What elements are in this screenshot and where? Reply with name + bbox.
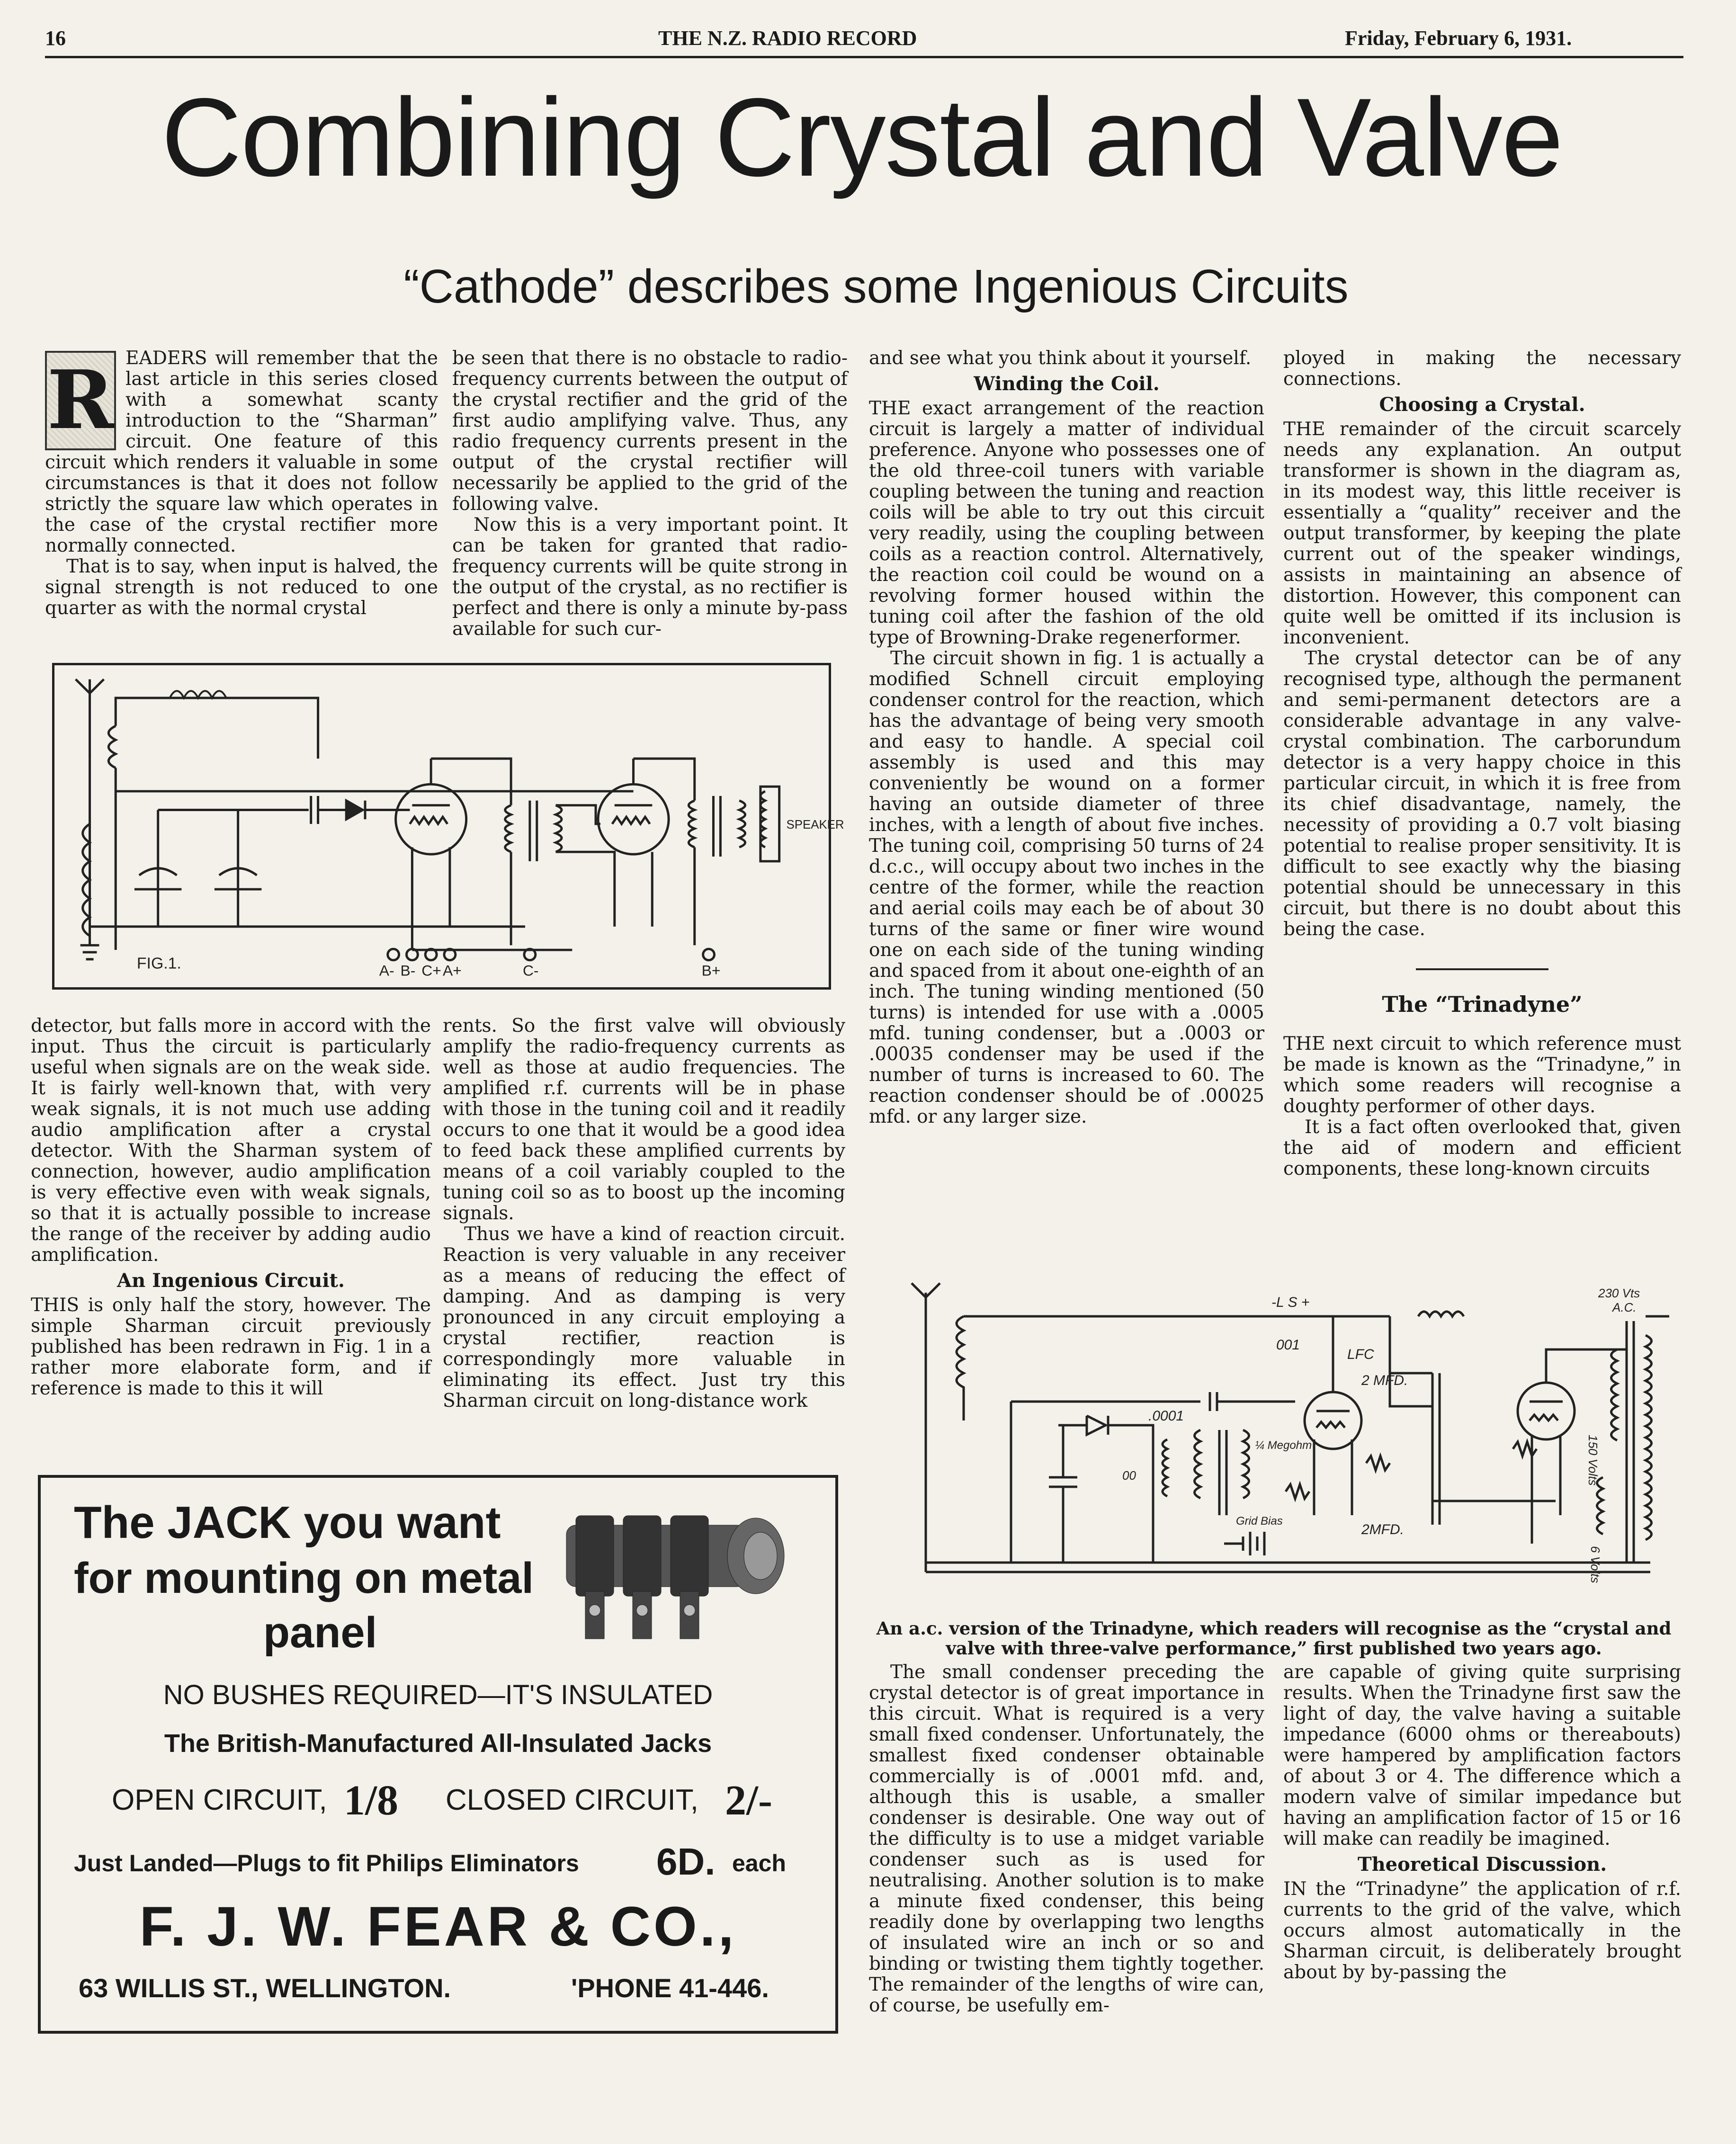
section-heading: Choosing a Crystal. bbox=[1379, 393, 1585, 416]
fig2-label: LFC bbox=[1347, 1347, 1374, 1362]
figure-2-caption: An a.c. version of the Trinadyne, which readers will recognise as the “crystal and valve with three-valve performance,” first published two years ago. bbox=[876, 1618, 1672, 1659]
figure-2-circuit-diagram bbox=[869, 1278, 1679, 1615]
section-heading: Theoretical Discussion. bbox=[1357, 1853, 1607, 1876]
aerial-icon bbox=[912, 1283, 940, 1572]
column-4 bbox=[1283, 348, 1681, 1179]
ad-plugs-line bbox=[41, 1840, 835, 1883]
ad-text: NO BUSHES REQUIRED—IT'S INSULATED bbox=[163, 1679, 713, 1710]
fig2-label: -L S + bbox=[1271, 1295, 1310, 1310]
ad-text: each bbox=[732, 1850, 786, 1876]
figure-1-label: FIG.1. bbox=[136, 955, 181, 973]
ad-phone: 'PHONE 41-446. bbox=[571, 1973, 769, 2003]
drop-cap: R bbox=[45, 351, 116, 450]
fig2-label: 6 Volts bbox=[1588, 1546, 1602, 1583]
paragraph: rents. So the first valve will obviously amplify the radio-frequency currents as well as those at audio frequencies. The amplified r.f. currents will be in phase with those in the tuning coil and it readily occurs to one that it would be a good idea to feed back these amplified currents by means of a coil variably coupled to the tuning coil so as to boost up the incoming signals. bbox=[443, 1015, 845, 1224]
ad-price: 6D. bbox=[656, 1840, 716, 1883]
column-2-bottom bbox=[443, 1016, 845, 1411]
fig2-label: 2 MFD. bbox=[1361, 1373, 1408, 1388]
paragraph: be seen that there is no obstacle to radio-frequency currents between the output of the crystal rectifier and the grid of the first audio amplifying valve. Thus, any radio frequency currents present in the output of the crystal rectifier will necessarily be applied to the grid of the following valve. bbox=[452, 348, 848, 515]
fig2-label: A.C. bbox=[1612, 1300, 1637, 1314]
paragraph: It is a fact often overlooked that, given the aid of modern and efficient components, these long-known circuits bbox=[1283, 1117, 1681, 1179]
advertisement bbox=[38, 1475, 838, 2034]
terminal-label: A- bbox=[379, 962, 394, 979]
ad-text: The British-Manufactured All-Insulated Jacks bbox=[164, 1729, 712, 1758]
section-heading: The “Trinadyne” bbox=[1382, 992, 1583, 1017]
paragraph: The crystal detector can be of any recognised type, although the permanent and semi-permanent detectors are a considerable advantage in any valve-crystal combination. The carborundum detector is a very happy choice in this particular circuit, in which it is free from its chief disadvantage, namely, the necessity of providing a 0.7 volt biasing potential to realise proper sensitivity. It is difficult to see exactly why the biasing potential should be unnecessary in this circuit, but there is no doubt about this being the case. bbox=[1283, 648, 1681, 940]
paragraph: THE remainder of the circuit scarcely needs any explanation. An output transformer is shown in the diagram as, in its modest way, this little receiver is essentially a “quality” receiver and the output transformer, by keeping the plate current out of the speaker windings, assists in maintaining an absence of distortion. However, this component can quite well be omitted if its inclusion is inconvenient. bbox=[1283, 419, 1681, 648]
paragraph: THIS is only half the story, however. The simple Sharman circuit previously published has been redrawn in Fig. 1 in a rather more elaborate form, and if reference is made to this it will bbox=[31, 1295, 431, 1399]
figure-1-circuit-diagram bbox=[52, 663, 844, 990]
paragraph: Now this is a very important point. It can be taken for granted that radio-frequency currents will be quite strong in the output of the crystal, as no rectifier is perfect and there is only a minute by-pass available for such cur- bbox=[452, 514, 848, 640]
header-rule bbox=[45, 56, 1683, 58]
paragraph: and see what you think about it yourself. bbox=[869, 348, 1252, 369]
paragraph: detector, but falls more in accord with the input. Thus the circuit is particularly useful when signals are on the weak side. It is fairly well-known that, with very weak signals, it is not much use adding audio amplification after a crystal detector. With the Sharman system of connection, however, audio amplification is very effective even with weak signals, so that it is actually possible to increase the range of the receiver by adding audio amplification. bbox=[31, 1015, 431, 1266]
article-subtitle: “Cathode” describes some Ingenious Circuits bbox=[403, 260, 1349, 313]
ad-headline: The JACK you want bbox=[74, 1497, 501, 1548]
fig2-label: 150 Volts bbox=[1586, 1435, 1600, 1486]
ad-text: Just Landed—Plugs to fit Philips Eliminators bbox=[74, 1850, 579, 1876]
open-circuit-price: 1/8 bbox=[344, 1777, 399, 1824]
figure-1-svg bbox=[54, 665, 844, 987]
column-1-bottom bbox=[31, 1016, 431, 1399]
closed-circuit-price: 2/- bbox=[725, 1777, 772, 1824]
ad-headline: for mounting on metal bbox=[74, 1554, 534, 1602]
terminal-label: C+ bbox=[421, 962, 441, 979]
column-1-top bbox=[45, 348, 438, 619]
paragraph: THE next circuit to which reference must be made is known as the “Trinadyne,” in which some readers will recognise a doughty performer of other days. bbox=[1283, 1033, 1681, 1117]
ad-contact bbox=[41, 1973, 835, 2010]
ad-address: 63 WILLIS ST., WELLINGTON. bbox=[79, 1973, 451, 2003]
publication-name: THE N.Z. RADIO RECORD bbox=[658, 27, 917, 50]
terminal-label: C- bbox=[522, 962, 539, 979]
paragraph: That is to say, when input is halved, the signal strength is not reduced to one quarter as with the normal crystal bbox=[45, 556, 438, 619]
column-4-bottom bbox=[1283, 1662, 1681, 1983]
aerial-icon bbox=[76, 679, 104, 759]
speaker-label: SPEAKER bbox=[786, 818, 844, 831]
fig2-label: Grid Bias bbox=[1236, 1515, 1283, 1528]
terminal-label: B+ bbox=[701, 962, 721, 979]
paragraph: ployed in making the necessary connections. bbox=[1283, 348, 1681, 390]
column-3 bbox=[869, 348, 1264, 1127]
paragraph: Thus we have a kind of reaction circuit. Reaction is very valuable in any receiver as a means of reducing the effect of damping. And as damping is very pronounced in any circuit employing a crystal rectifier, reaction is correspondingly more valuable in eliminating its effect. Just try this Sharman circuit on long-distance work bbox=[443, 1224, 845, 1411]
section-heading: An Ingenious Circuit. bbox=[117, 1269, 345, 1292]
paragraph: The circuit shown in fig. 1 is actually a modified Schnell circuit employing condenser control for the reaction, which has the advantage of being very smooth and easy to handle. A special coil assembly is used and this may conveniently be wound on a former having an outside diameter of three inches, with a length of about five inches. The tuning coil, comprising 50 turns of 24 d.c.c., will occupy about two inches in the centre of the former, while the reaction and aerial coils may each be of about 30 turns of the same or finer wire wound one on each side of the tuning winding and spaced from it about one-eighth of an inch. The tuning winding mentioned (50 turns) is intended for use with a .0005 mfd. tuning condenser, but a .0003 or .00035 condenser may be used if the number of turns is increased to 60. The reaction condenser should be of .00025 mfd. or any larger size. bbox=[869, 648, 1264, 1127]
fig2-label: .0001 bbox=[1148, 1408, 1184, 1424]
terminal-label: B- bbox=[400, 962, 416, 979]
open-circuit-label: OPEN CIRCUIT, bbox=[112, 1784, 327, 1816]
fig2-label: 00 bbox=[1122, 1468, 1136, 1483]
ad-headline: panel bbox=[263, 1608, 377, 1657]
paragraph: are capable of giving quite surprising results. When the Trinadyne first saw the light of day, the valve having a suitable impedance (6000 ohms or thereabouts) were hampered by amplification factors of about 3 or 4. The difference which a modern valve of similar impedance but having an amplification factor of 15 or 16 will make can readily be imagined. bbox=[1283, 1662, 1681, 1849]
ad-prices bbox=[41, 1774, 835, 1826]
fig2-label: ¼ Megohm bbox=[1255, 1439, 1312, 1452]
jack-image bbox=[557, 1497, 794, 1667]
ad-company: F. J. W. FEAR & CO., bbox=[139, 1895, 737, 1958]
paragraph: The small condenser preceding the crystal detector is of great importance in this circuit. What is required is a very small fixed condenser. Unfortunately, the smallest fixed condenser obtainable commercially is of .0001 mfd. and, although this is usable, a smaller condenser is desirable. One way out of the difficulty is to use a midget variable condenser such as is used for neutralising. Another solution is to make a minute fixed condenser, this being readily done by overlapping two lengths of insulated wire an inch or so and binding or twisting them tightly together. The remainder of the lengths of wire can, of course, be usefully em- bbox=[869, 1662, 1264, 2016]
section-heading: Winding the Coil. bbox=[974, 373, 1160, 395]
fig2-label: 001 bbox=[1276, 1337, 1300, 1353]
paragraph: THE exact arrangement of the reaction circuit is largely a matter of individual preference. Anyone who possesses one of the old three-coil tuners with variable coupling between the tuning and reaction coils will be able to try out this circuit very readily, using the coupling between coils as a reaction control. Alternatively, the reaction coil could be wound on a revolving former housed within the tuning coil after the fashion of the old type of Browning-Drake regenerformer. bbox=[869, 398, 1264, 648]
terminal-label: A+ bbox=[442, 962, 462, 979]
figure-2-svg bbox=[869, 1278, 1679, 1615]
paragraph: EADERS will remember that the last article in this series closed with a somewhat scanty introduction to the “Sharman” circuit. One feature of this circuit which renders it valuable in some circumstances is that it does not follow strictly the square law which operates in the case of the crystal rectifier more normally connected. bbox=[45, 348, 438, 556]
paragraph: IN the “Trinadyne” the application of r.f. currents to the grid of the valve, which occurs almost automatically in the Sharman circuit, is deliberately brought about by by-passing the bbox=[1283, 1878, 1681, 1983]
closed-circuit-label: CLOSED CIRCUIT, bbox=[446, 1784, 698, 1816]
fig2-label: 2MFD. bbox=[1361, 1522, 1404, 1537]
article-title: Combining Crystal and Valve bbox=[161, 75, 1563, 199]
column-3-bottom bbox=[869, 1662, 1264, 2016]
section-divider bbox=[1416, 968, 1548, 970]
page-number: 16 bbox=[45, 27, 66, 50]
fig2-label: 230 Vts bbox=[1598, 1286, 1640, 1300]
issue-date: Friday, February 6, 1931. bbox=[1345, 27, 1572, 50]
column-2-top bbox=[452, 348, 848, 640]
